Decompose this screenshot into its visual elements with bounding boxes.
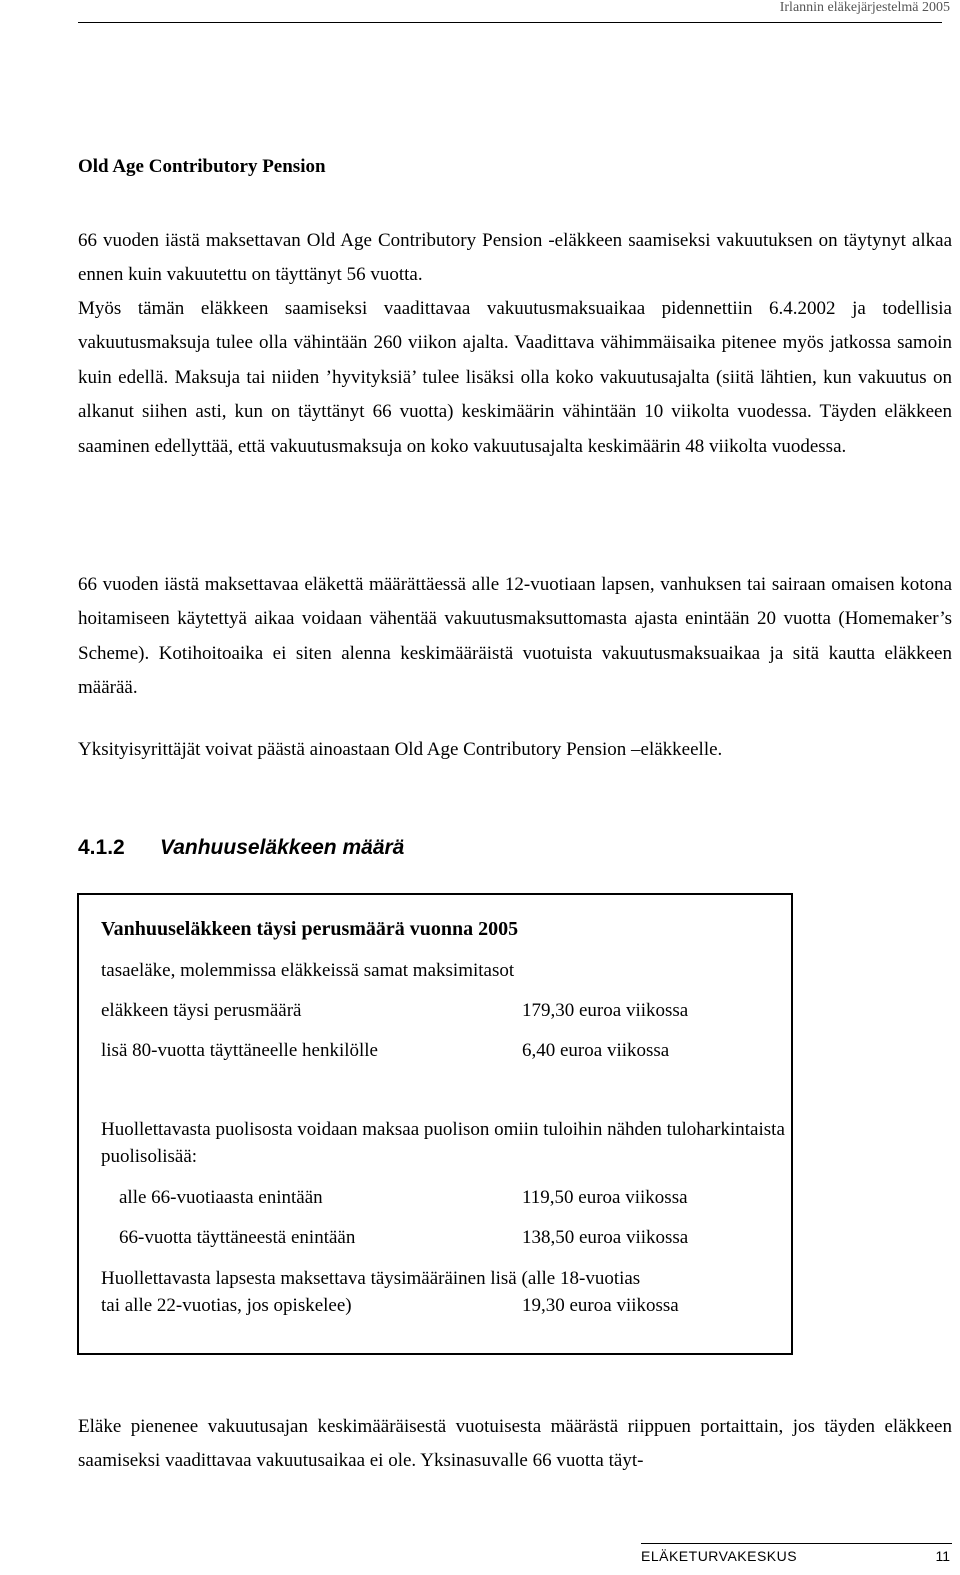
header-divider — [78, 22, 942, 23]
subsection-number: 4.1.2 — [78, 836, 125, 859]
spouse-text: Huollettavasta puolisosta voidaan maksaa puolison omiin tuloihin nähden tuloharkintaista puolisolisää: — [101, 1119, 785, 1167]
spouse-row-label-under66: alle 66-vuotiaasta enintään — [119, 1187, 323, 1208]
paragraph-3: 66 vuoden iästä maksettavaa eläkettä määrättäessä alle 12-vuotiaan lapsen, vanhuksen tai sairaan omaisen kotona hoitamiseen käytettyä aikaa voidaan vähentää vakuutusmaksuttomasta ajasta enintään 20 vuotta (Homemaker’s Scheme). Kotihoitoaika ei siten alenna keskimääräistä vuotuista vakuutusmaksuaikaa ja sitä kautta eläkkeen määrää. — [78, 574, 952, 699]
child-value: 19,30 euroa viikossa — [522, 1295, 679, 1316]
pension-amounts-box — [77, 893, 793, 1355]
spouse-row-value-under66: 119,50 euroa viikossa — [522, 1187, 688, 1208]
footer-divider — [641, 1543, 952, 1544]
footer-publisher: ELÄKETURVAKESKUS — [641, 1548, 798, 1564]
box-intro: tasaeläke, molemmissa eläkkeissä samat maksimitasot — [101, 960, 515, 981]
paragraph-1: 66 vuoden iästä maksettavan Old Age Contributory Pension -eläkkeen saamiseksi vakuutuksen on täytynyt alkaa ennen kuin vakuutettu on täyttänyt 56 vuotta. — [78, 230, 952, 286]
row-value-80plus: 6,40 euroa viikossa — [522, 1040, 670, 1061]
paragraph-4: Yksityisyrittäjät voivat päästä ainoastaan Old Age Contributory Pension –eläkkeelle. — [78, 739, 723, 760]
row-label-basic: eläkkeen täysi perusmäärä — [101, 1000, 302, 1021]
running-header: Irlannin eläkejärjestelmä 2005 — [779, 0, 950, 15]
closing-paragraph: Eläke pienenee vakuutusajan keskimääräisestä vuotuisesta määrästä riippuen portaittain, jos täyden eläkkeen saamiseksi vaadittavaa vakuutusaikaa ei ole. Yksinasuvalle 66 vuotta täyt- — [78, 1416, 952, 1472]
child-text-line2: tai alle 22-vuotias, jos opiskelee) — [101, 1295, 352, 1316]
row-label-80plus: lisä 80-vuotta täyttäneelle henkilölle — [101, 1040, 378, 1061]
child-text-line1: Huollettavasta lapsesta maksettava täysimääräinen lisä (alle 18-vuotias — [101, 1268, 641, 1289]
subsection-title: Vanhuuseläkkeen määrä — [160, 836, 405, 859]
box-heading: Vanhuuseläkkeen täysi perusmäärä vuonna 2005 — [101, 918, 519, 940]
page-number: 11 — [935, 1548, 950, 1564]
section-title: Old Age Contributory Pension — [78, 156, 326, 177]
row-value-basic: 179,30 euroa viikossa — [522, 1000, 689, 1021]
spouse-row-label-66plus: 66-vuotta täyttäneestä enintään — [119, 1227, 356, 1248]
paragraph-2: Myös tämän eläkkeen saamiseksi vaadittavaa vakuutusmaksuaikaa pidennettiin 6.4.2002 ja todellisia vakuutusmaksuja tulee olla vähintään 260 viikon ajalta. Vaadittava vähimmäisaika pitenee myös jatkossa samoin kuin edellä. Maksuja tai niiden ’hyvityksiä’ tulee lisäksi olla koko vakuutusajalta (siitä lähtien, kun vakuutus on alkanut siihen asti, kun on täyttänyt 66 vuotta) keskimäärin vähintään 10 viikolta vuodessa. Täyden eläkkeen saaminen edellyttää, että vakuutusmaksuja on koko vakuutusajalta keskimäärin 48 viikolta vuodessa. — [78, 298, 952, 457]
spouse-row-value-66plus: 138,50 euroa viikossa — [522, 1227, 689, 1248]
